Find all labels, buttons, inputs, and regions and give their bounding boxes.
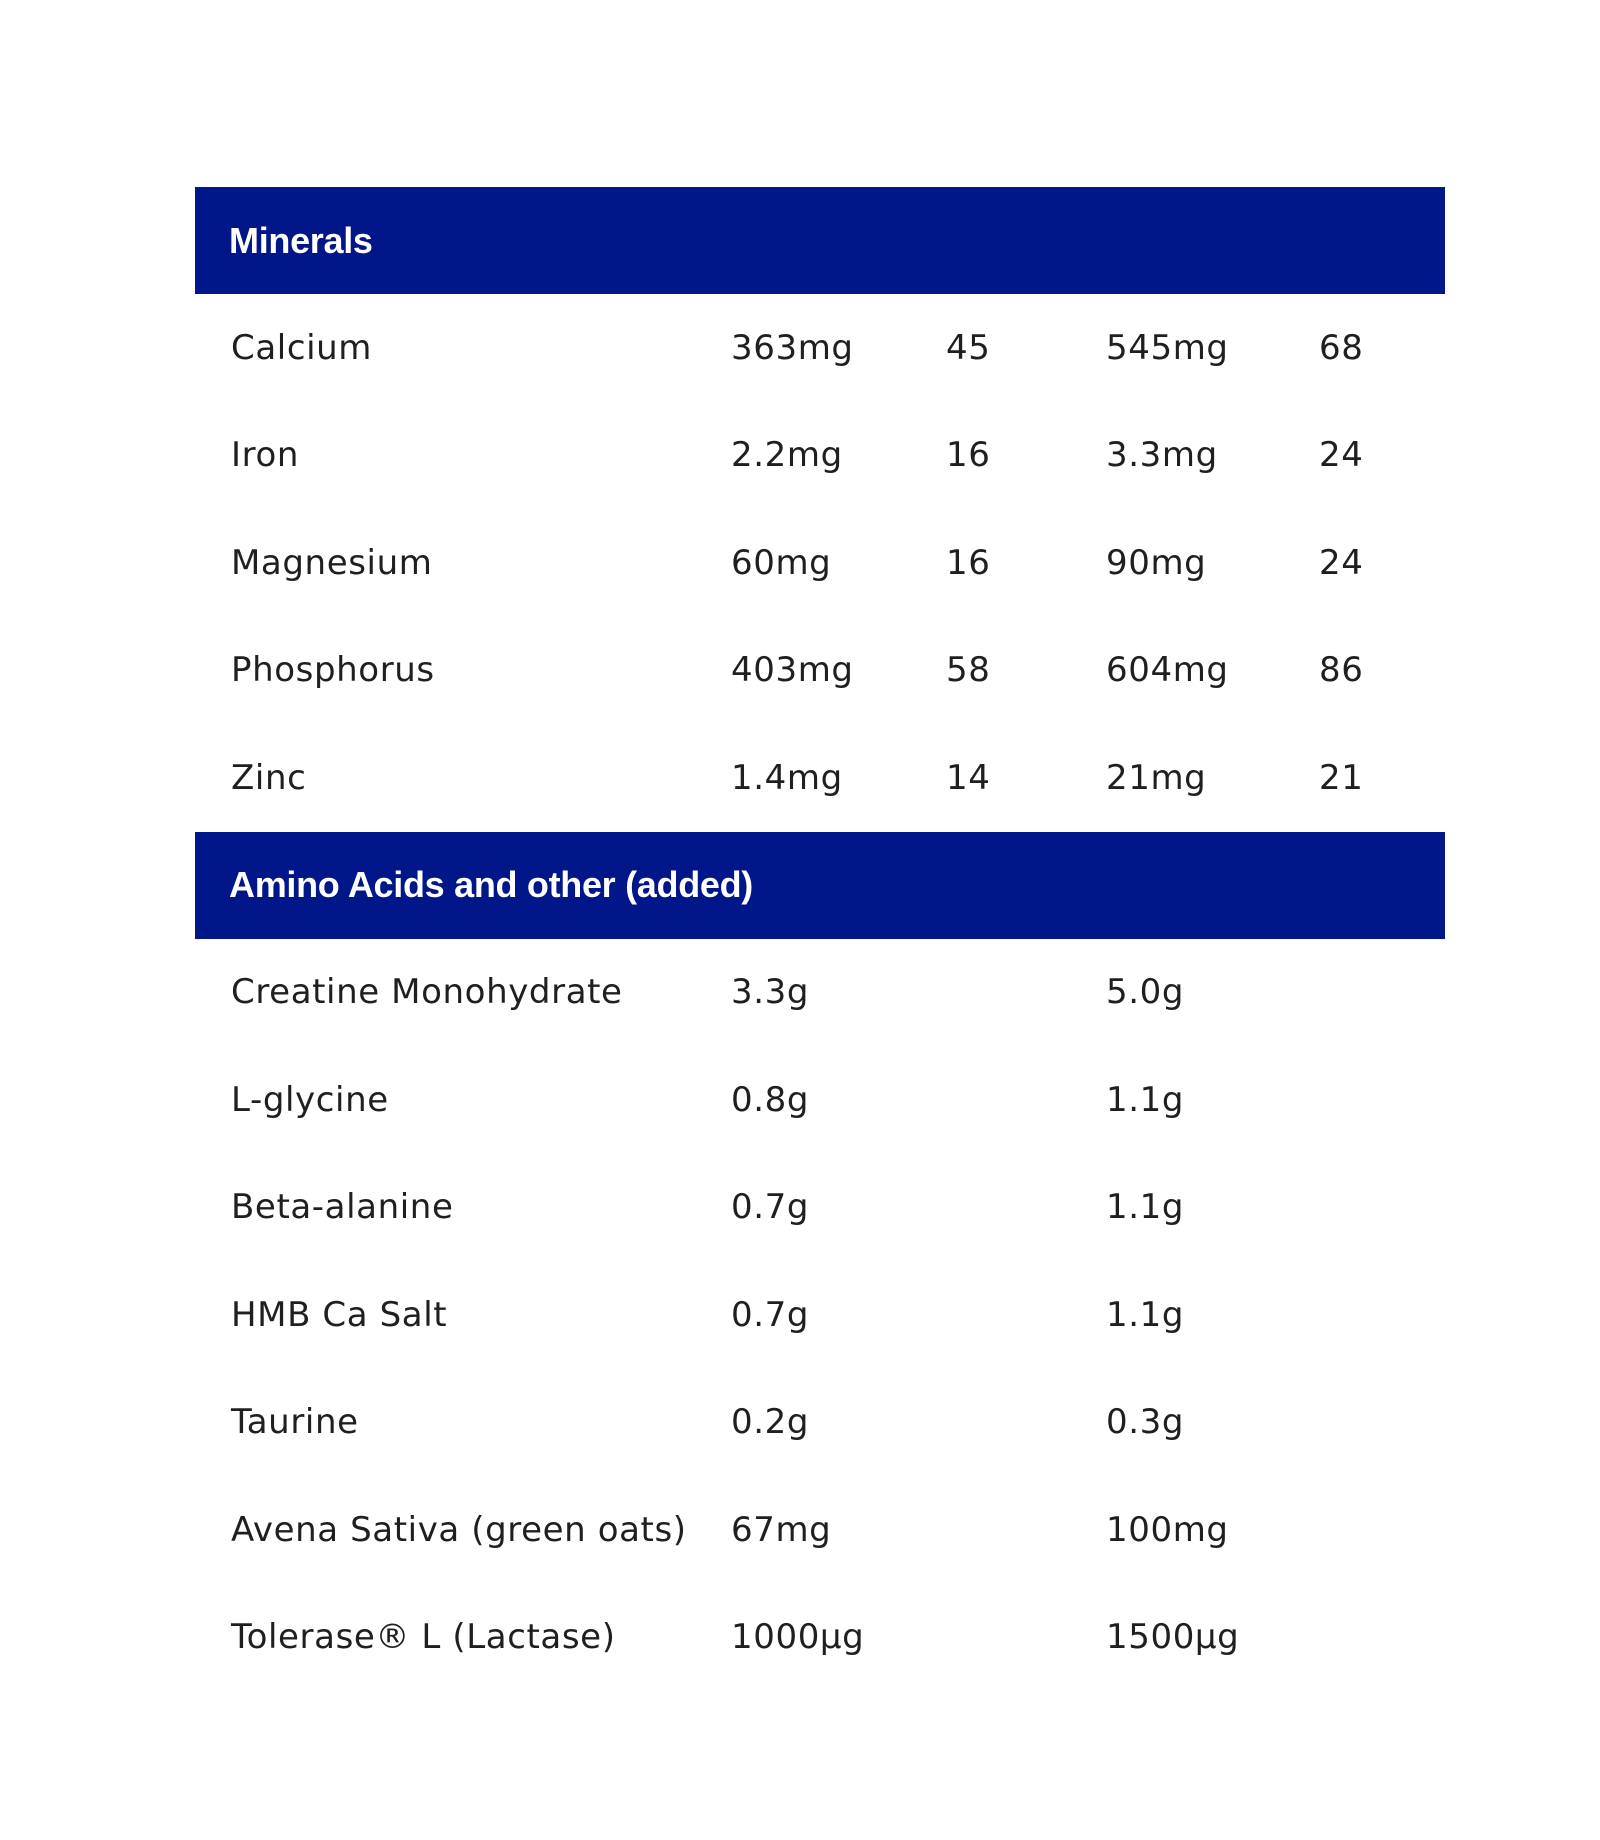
section-title: Amino Acids and other (added) xyxy=(229,864,753,905)
table-row xyxy=(195,1261,1445,1369)
nutrient-name: Taurine xyxy=(231,1402,359,1443)
nutrient-name: Tolerase® L (Lactase) xyxy=(231,1617,616,1658)
amount-per-serving: 1000µg xyxy=(731,1617,865,1658)
amount-per-serving: 3.3g xyxy=(731,972,810,1013)
amount-per-portion: 0.3g xyxy=(1106,1402,1185,1443)
table-row xyxy=(195,402,1445,510)
table-row xyxy=(195,1584,1445,1692)
amount-per-portion: 1.1g xyxy=(1106,1187,1185,1228)
amount-per-portion: 21mg xyxy=(1106,757,1207,798)
amount-per-portion: 545mg xyxy=(1106,327,1229,368)
amount-per-serving: 67mg xyxy=(731,1509,832,1550)
percent-per-serving: 45 xyxy=(946,327,991,368)
nutrient-name: Iron xyxy=(231,435,300,476)
amount-per-portion: 1500µg xyxy=(1106,1617,1240,1658)
percent-per-serving: 14 xyxy=(946,757,991,798)
percent-per-portion: 68 xyxy=(1319,327,1364,368)
table-row xyxy=(195,1369,1445,1477)
section-title: Minerals xyxy=(229,219,373,261)
amount-per-portion: 604mg xyxy=(1106,650,1229,691)
nutrient-name: Beta-alanine xyxy=(231,1187,454,1228)
percent-per-serving: 16 xyxy=(946,542,991,583)
percent-per-portion: 86 xyxy=(1319,650,1364,691)
section-header-amino-acids xyxy=(195,832,1445,939)
amount-per-portion: 1.1g xyxy=(1106,1294,1185,1335)
nutrient-name: Avena Sativa (green oats) xyxy=(231,1509,687,1550)
amount-per-serving: 0.7g xyxy=(731,1294,810,1335)
percent-per-serving: 58 xyxy=(946,650,991,691)
amount-per-serving: 0.7g xyxy=(731,1187,810,1228)
nutrient-name: Magnesium xyxy=(231,542,433,583)
table-row xyxy=(195,509,1445,617)
section-header-minerals xyxy=(195,187,1445,294)
amount-per-serving: 0.2g xyxy=(731,1402,810,1443)
amount-per-serving: 1.4mg xyxy=(731,757,843,798)
percent-per-portion: 24 xyxy=(1319,542,1364,583)
table-row xyxy=(195,939,1445,1047)
table-row xyxy=(195,294,1445,402)
amount-per-serving: 0.8g xyxy=(731,1079,810,1120)
nutrient-name: Phosphorus xyxy=(231,650,435,691)
amount-per-portion: 100mg xyxy=(1106,1509,1229,1550)
percent-per-portion: 21 xyxy=(1319,757,1364,798)
amount-per-serving: 2.2mg xyxy=(731,435,843,476)
table-row xyxy=(195,1476,1445,1584)
amount-per-portion: 5.0g xyxy=(1106,972,1185,1013)
nutrient-name: Calcium xyxy=(231,327,373,368)
amount-per-serving: 403mg xyxy=(731,650,854,691)
amount-per-portion: 90mg xyxy=(1106,542,1207,583)
table-row xyxy=(195,1046,1445,1154)
nutrient-name: Zinc xyxy=(231,757,307,798)
amount-per-serving: 60mg xyxy=(731,542,832,583)
table-row xyxy=(195,724,1445,832)
table-row xyxy=(195,1154,1445,1262)
amount-per-portion: 1.1g xyxy=(1106,1079,1185,1120)
percent-per-serving: 16 xyxy=(946,435,991,476)
table-row xyxy=(195,617,1445,725)
amount-per-serving: 363mg xyxy=(731,327,854,368)
percent-per-portion: 24 xyxy=(1319,435,1364,476)
nutrition-table xyxy=(195,187,1445,1691)
nutrient-name: Creatine Monohydrate xyxy=(231,972,623,1013)
nutrient-name: L-glycine xyxy=(231,1079,389,1120)
nutrient-name: HMB Ca Salt xyxy=(231,1294,448,1335)
amount-per-portion: 3.3mg xyxy=(1106,435,1218,476)
